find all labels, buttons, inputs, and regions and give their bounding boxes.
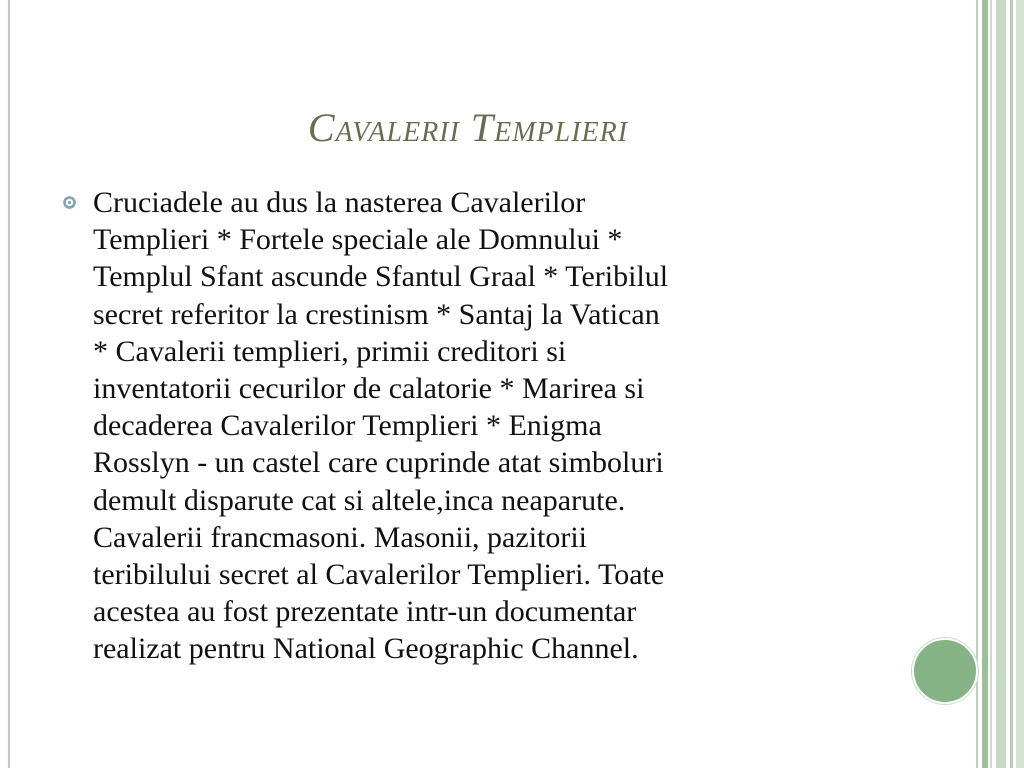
decorative-circle — [912, 638, 978, 704]
right-decorative-stripes — [976, 0, 1024, 768]
stripe — [996, 0, 1006, 768]
stripe — [976, 0, 978, 768]
bullet-item — [62, 184, 892, 668]
bullet-text: Cruciadele au dus la nasterea Cavalerilor Templieri * Fortele speciale ale Domnului * Templul Sfant ascunde Sfantul Graal * Teribilul secret referitor la crestinism * Santaj la Vatican * Cavalerii templieri, primii creditori si inventatorii cecurilor de calatorie * Marirea si decaderea Cavalerilor Templieri * Enigma Rosslyn - un castel care cuprinde atat simboluri demult disparute cat si altele,inca neaparute. Cavalerii francmasoni. Masonii, pazitorii teribilului secret al Cavalerilor Templieri. Toate acestea au fost prezentate intr-un documentar realizat pentru National Geographic Channel. — [93, 186, 669, 666]
stripe — [982, 0, 988, 768]
ring-bullet-icon — [62, 195, 77, 210]
slide-title: Cavalerii Templieri — [307, 105, 629, 150]
stripe — [1010, 0, 1013, 768]
stripe — [990, 0, 992, 768]
slide-body — [62, 184, 892, 668]
stripe — [1016, 0, 1024, 768]
